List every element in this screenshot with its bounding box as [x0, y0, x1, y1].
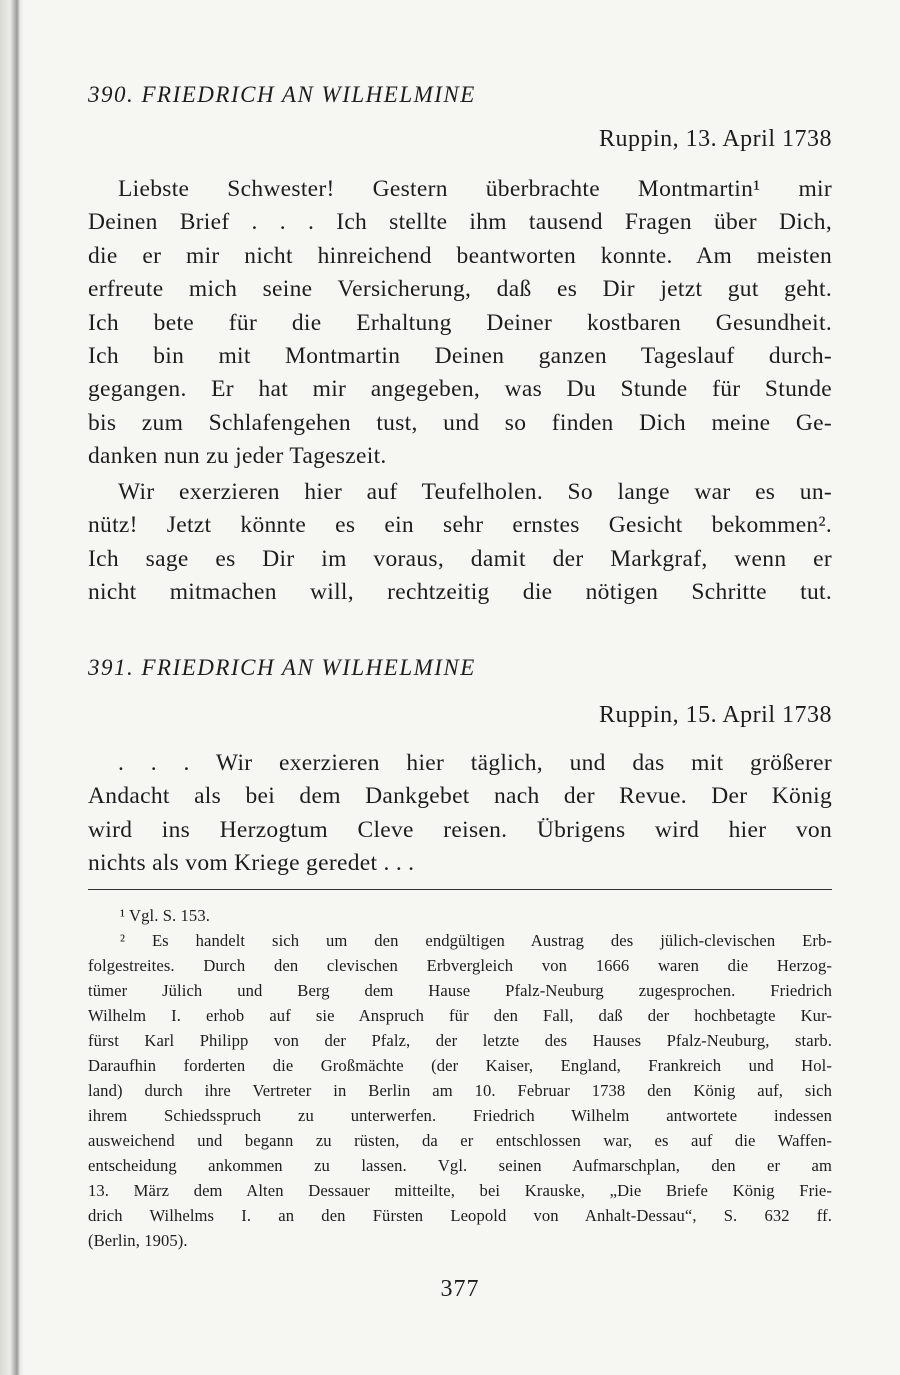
letter-391-paragraph-1 — [88, 747, 832, 881]
text-line: Deinen Brief . . . Ich stellte ihm tausend Fragen über Dich, — [88, 209, 832, 236]
text-line: Wir exerzieren hier auf Teufelholen. So lange war es un- — [118, 479, 832, 505]
footnote-1 — [88, 903, 832, 928]
text-line: nichts als vom Kriege geredet . . . — [88, 850, 415, 877]
text-line: Daraufhin forderten die Großmächte (der Kaiser, England, Frankreich und Hol- — [88, 1056, 832, 1075]
text-line: land) durch ihre Vertreter in Berlin am 10. Februar 1738 den König auf, sich — [88, 1081, 832, 1100]
text-line: danken nun zu jeder Tageszeit. — [88, 443, 387, 470]
text-line: 13. März dem Alten Dessauer mitteilte, bei Krauske, „Die Briefe König Frie- — [88, 1181, 832, 1200]
text-line: . . . Wir exerzieren hier täglich, und das mit größerer — [118, 750, 832, 776]
letter-390-paragraph-2 — [88, 476, 832, 610]
text-line: folgestreites. Durch den clevischen Erbvergleich von 1666 waren die Herzog- — [88, 956, 832, 975]
letter-heading-391: 391. FRIEDRICH AN WILHELMINE — [88, 655, 476, 680]
text-line: drich Wilhelms I. an den Fürsten Leopold von Anhalt-Dessau“, S. 632 ff. — [88, 1206, 832, 1225]
text-line: fürst Karl Philipp von der Pfalz, der letzte des Hauses Pfalz-Neuburg, starb. — [88, 1031, 832, 1050]
letter-date-391: Ruppin, 15. April 1738 — [598, 702, 832, 728]
text-line: ¹ Vgl. S. 153. — [120, 906, 210, 925]
text-line: die er mir nicht hinreichend beantworten konnte. Am meisten — [88, 242, 832, 269]
text-line: ihrem Schiedsspruch zu unterwerfen. Friedrich Wilhelm antwortete indessen — [88, 1106, 832, 1125]
page-number: 377 — [440, 1276, 480, 1302]
text-line: Liebste Schwester! Gestern überbrachte Montmartin¹ mir — [118, 176, 832, 202]
text-line: Ich bete für die Erhaltung Deiner kostbaren Gesundheit. — [88, 309, 832, 336]
text-line: Ich bin mit Montmartin Deinen ganzen Tageslauf durch- — [88, 342, 832, 369]
letter-390-paragraph-1 — [88, 173, 832, 474]
text-line: Ich sage es Dir im voraus, damit der Markgraf, wenn er — [88, 545, 832, 572]
letter-date-390: Ruppin, 13. April 1738 — [598, 126, 832, 152]
letter-heading-390: 390. FRIEDRICH AN WILHELMINE — [88, 82, 476, 107]
text-line: ² Es handelt sich um den endgültigen Austrag des jülich-clevischen Erb- — [120, 931, 832, 950]
text-line: entscheidung ankommen zu lassen. Vgl. seinen Aufmarschplan, den er am — [88, 1156, 832, 1175]
text-line: Wilhelm I. erhob auf sie Anspruch für den Fall, daß der hochbetagte Kur- — [88, 1006, 832, 1025]
text-line: gegangen. Er hat mir angegeben, was Du Stunde für Stunde — [88, 376, 832, 403]
text-line: (Berlin, 1905). — [88, 1231, 188, 1250]
text-line: bis zum Schlafengehen tust, und so finden Dich meine Ge- — [88, 409, 832, 436]
footnote-2 — [88, 928, 832, 1253]
text-line: wird ins Herzogtum Cleve reisen. Übrigens wird hier von — [88, 816, 832, 843]
footnote-divider — [88, 889, 832, 890]
text-line: nütz! Jetzt könnte es ein sehr ernstes Gesicht bekommen². — [88, 512, 832, 539]
text-line: Andacht als bei dem Dankgebet nach der Revue. Der König — [88, 783, 832, 810]
book-binding-shadow — [0, 0, 24, 1375]
text-line: nicht mitmachen will, rechtzeitig die nötigen Schritte tut. — [88, 579, 832, 606]
text-line: tümer Jülich und Berg dem Hause Pfalz-Neuburg zugesprochen. Friedrich — [88, 981, 832, 1000]
text-line: ausweichend und begann zu rüsten, da er entschlossen war, es auf die Waffen- — [88, 1131, 832, 1150]
text-line: erfreute mich seine Versicherung, daß es Dir jetzt gut geht. — [88, 276, 832, 303]
